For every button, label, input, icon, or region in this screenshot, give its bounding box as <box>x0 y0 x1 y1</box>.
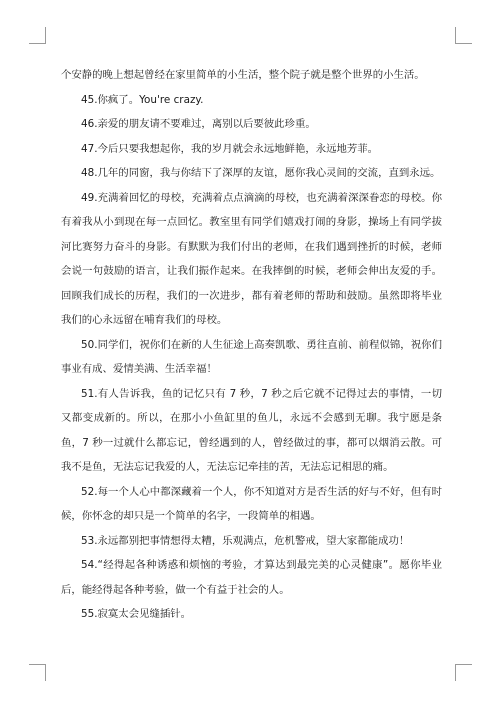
document-body <box>61 63 442 627</box>
crop-mark-top-right <box>455 27 472 44</box>
paragraph-49: 49.充满着回忆的母校，充满着点点滴滴的母校，也充满着深深眷恋的母校。你有着我从小到现在每一点回忆。教室里有同学们嬉戏打闹的身影，操场上有同学拔河比赛努力奋斗的身影。有默默为我们付出的老师，在我们遇到挫折的时候，老师会说一句鼓励的语言，让我们振作起来。在我摔倒的时候，老师会伸出友爱的手。回顾我们成长的历程，我们的一次进步，都有着老师的帮助和鼓励。虽然即将毕业我们的心永远留在哺育我们的母校。 <box>61 191 442 326</box>
crop-mark-bottom-right <box>455 664 472 681</box>
paragraph-47: 47.今后只要我想起你，我的岁月就会永远地鲜艳，永远地芳菲。 <box>81 142 379 155</box>
paragraph-54: 54.“经得起各种诱惑和烦恼的考验，才算达到最完美的心灵健康”。愿你毕业后，能经得起各种考验，做一个有益于社会的人。 <box>61 559 442 596</box>
paragraph-55: 55.寂寞太会见缝插针。 <box>81 608 192 620</box>
paragraph-52: 52.每一个人心中都深藏着一个人，你不知道对方是否生活的好与不好，但有时候，你怀念的却只是一个简单的名字，一段简单的相遇。 <box>61 485 442 522</box>
paragraph-51: 51.有人告诉我，鱼的记忆只有 7 秒，7 秒之后它就不记得过去的事情，一切又都变成新的。所以，在那小小鱼缸里的鱼儿，永远不会感到无聊。我宁愿是条鱼，7 秒一过就什么都忘记，曾经遇到的人，曾经做过的事，都可以烟消云散。可我不是鱼，无法忘记我爱的人，无法忘记牵挂的苦，无法忘记相思的痛。 <box>61 387 442 473</box>
paragraph-53: 53.永远都别把事情想得太糟，乐观满点，危机警戒，望大家都能成功！ <box>81 534 410 547</box>
paragraph-continued: 个安静的晚上想起曾经在家里简单的小生活，整个院子就是整个世界的小生活。 <box>61 69 425 81</box>
crop-mark-bottom-left <box>29 664 46 681</box>
paragraph-48: 48.几年的同窗，我与你结下了深厚的友谊，愿你我心灵间的交流，直到永远。 <box>81 167 441 179</box>
paragraph-50: 50.同学们，祝你们在新的人生征途上高奏凯歌、勇往直前、前程似锦，祝你们事业有成、爱情美满、生活幸福！ <box>61 338 442 375</box>
crop-mark-top-left <box>29 27 46 44</box>
paragraph-45: 45.你疯了。You're crazy. <box>81 93 204 106</box>
paragraph-46: 46.亲爱的朋友请不要难过，离别以后要彼此珍重。 <box>81 118 316 130</box>
